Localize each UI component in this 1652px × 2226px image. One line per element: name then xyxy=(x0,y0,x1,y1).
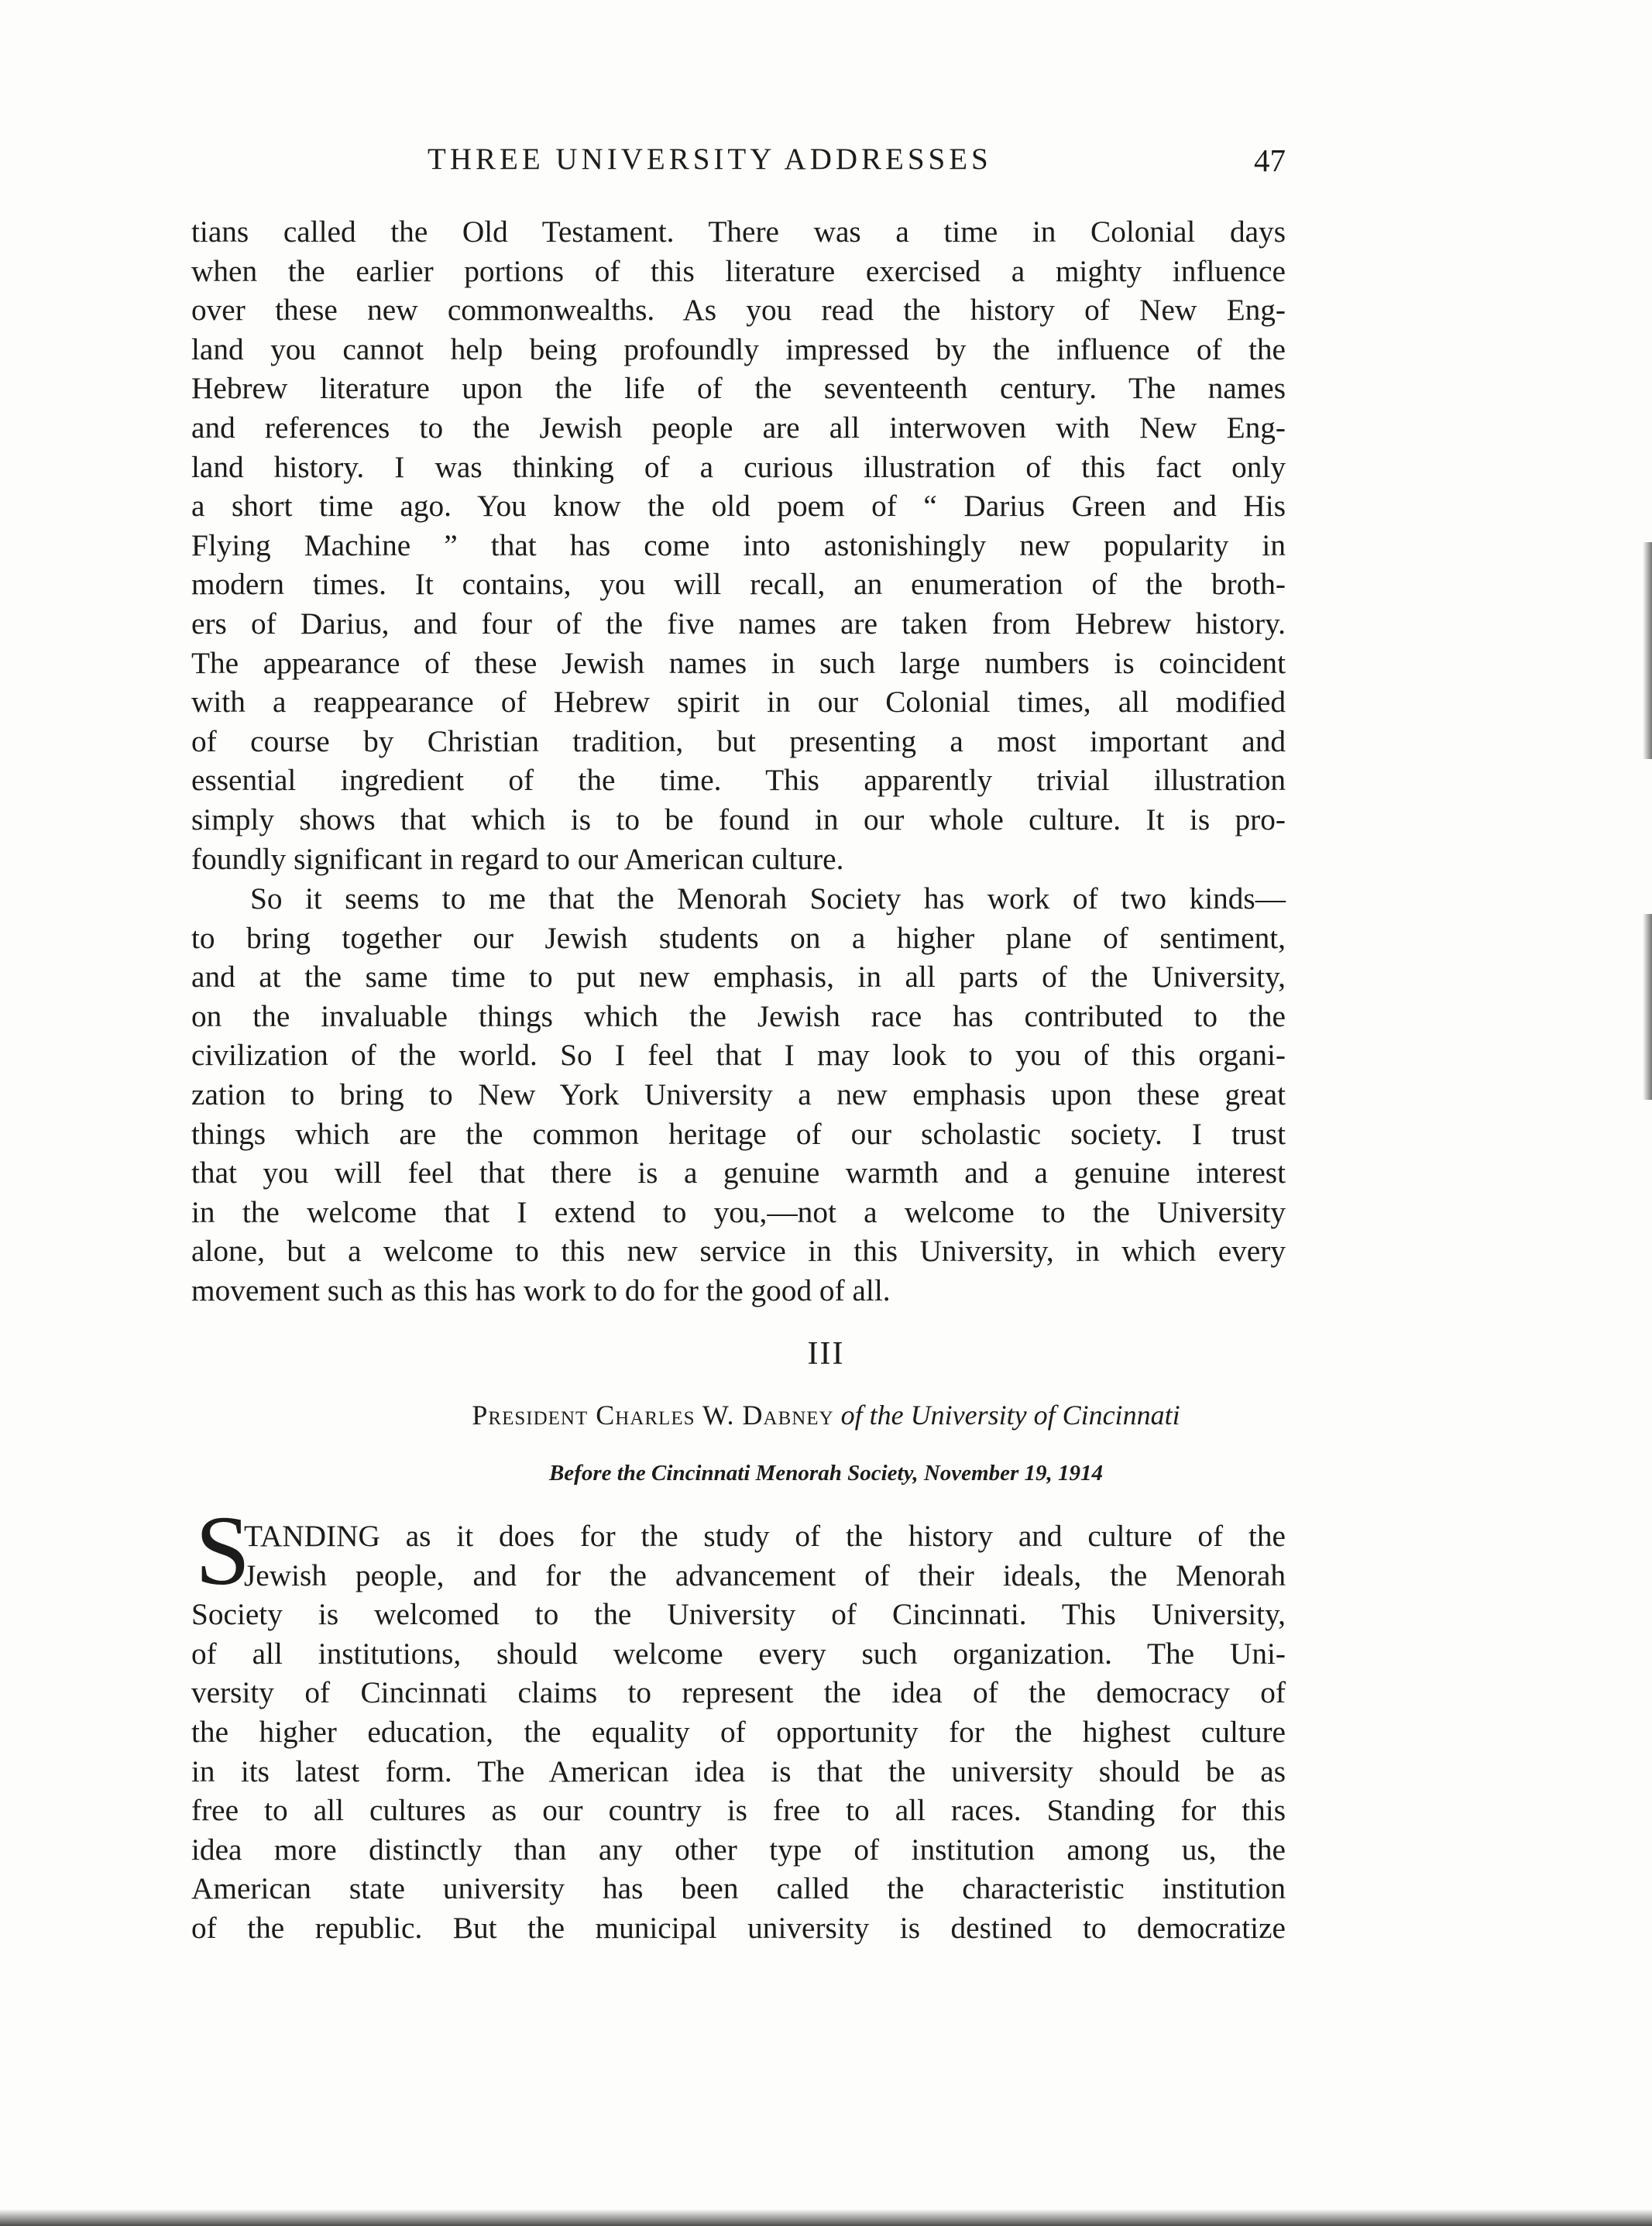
text-line: in its latest form. The American idea is that the university should be as xyxy=(191,1754,1286,1788)
drop-cap: S xyxy=(195,1496,251,1606)
text-line: zation to bring to New York University a new emphasis upon these great xyxy=(191,1077,1286,1111)
text-line: a short time ago. You know the old poem of “ Darius Green and His xyxy=(191,489,1286,524)
text-line: that you will feel that there is a genuine warmth and a genuine interest xyxy=(191,1156,1286,1190)
text-line: and references to the Jewish people are all interwoven with New Eng- xyxy=(191,410,1286,445)
speaker-title: President Charles W. Dabney xyxy=(472,1400,834,1431)
text-line: on the invaluable things which the Jewish race has contributed to the xyxy=(191,998,1286,1033)
scan-edge-shadow xyxy=(1643,542,1652,759)
text-line: Flying Machine ” that has come into astonishingly new popularity in xyxy=(191,527,1286,562)
text-line: of course by Christian tradition, but presenting a most important and xyxy=(191,723,1286,758)
text-line: Society is welcomed to the University of Cincinnati. This University, xyxy=(191,1597,1286,1632)
scan-edge-shadow xyxy=(1643,914,1652,1100)
text-line: civilization of the world. So I feel that I may look to you of this organi- xyxy=(191,1038,1286,1073)
text-line: of the republic. But the municipal university is destined to democratize xyxy=(191,1910,1286,1945)
text-line: and at the same time to put new emphasis, in all parts of the University, xyxy=(191,960,1286,994)
text-line: versity of Cincinnati claims to represent the idea of the democracy of xyxy=(191,1675,1286,1710)
text-line: idea more distinctly than any other type of institution among us, the xyxy=(191,1832,1286,1867)
text-line: simply shows that which is to be found in our whole culture. It is pro- xyxy=(191,802,1286,836)
text-line: American state university has been called the characteristic institution xyxy=(191,1871,1286,1906)
page-header xyxy=(191,142,1286,188)
text-line: land history. I was thinking of a curious illustration of this fact only xyxy=(191,449,1286,484)
running-head: THREE UNIVERSITY ADDRESSES xyxy=(428,143,992,176)
scan-bottom-shadow xyxy=(0,2209,1652,2226)
text-line: essential ingredient of the time. This apparently trivial illustration xyxy=(191,763,1286,798)
paragraph-address xyxy=(191,1517,1286,1948)
text-line: Hebrew literature upon the life of the seventeenth century. The names xyxy=(191,371,1286,406)
text-line: over these new commonwealths. As you read the history of New Eng- xyxy=(191,293,1286,328)
text-line: when the earlier portions of this literature exercised a mighty influence xyxy=(191,253,1286,288)
page-number: 47 xyxy=(1254,143,1286,178)
text-line: ers of Darius, and four of the five names are taken from Hebrew history. xyxy=(191,606,1286,641)
paragraph-continuation xyxy=(191,212,1286,878)
text-line: free to all cultures as our country is free to all races. Standing for this xyxy=(191,1793,1286,1828)
text-line: land you cannot help being profoundly impressed by the influence of the xyxy=(191,331,1286,366)
text-line: movement such as this has work to do for the good of all. xyxy=(191,1273,891,1307)
section-numeral: III xyxy=(807,1336,845,1372)
text-line: modern times. It contains, you will recall, an enumeration of the broth- xyxy=(191,567,1286,602)
text-line: alone, but a welcome to this new service in this University, in which every xyxy=(191,1234,1286,1269)
text-line: foundly significant in regard to our American culture. xyxy=(191,841,844,876)
text-line: with a reappearance of Hebrew spirit in our Colonial times, all modified xyxy=(191,685,1286,720)
speaker-affiliation: of the University of Cincinnati xyxy=(840,1400,1180,1431)
text-line: TANDING as it does for the study of the history and culture of the xyxy=(244,1519,1286,1553)
text-line: So it seems to me that the Menorah Society has work of two kinds— xyxy=(250,881,1286,915)
text-line: tians called the Old Testament. There was a time in Colonial days xyxy=(191,215,1286,249)
text-line: to bring together our Jewish students on a higher plane of sentiment, xyxy=(191,920,1286,955)
text-line: in the welcome that I extend to you,—not a welcome to the University xyxy=(191,1194,1286,1229)
text-line: the higher education, the equality of opportunity for the highest culture xyxy=(191,1714,1286,1749)
text-line: things which are the common heritage of our scholastic society. I trust xyxy=(191,1116,1286,1151)
text-line: Jewish people, and for the advancement of their ideals, the Menorah xyxy=(244,1558,1286,1592)
speaker-attribution xyxy=(0,1399,1652,1431)
text-line: of all institutions, should welcome every such organization. The Uni- xyxy=(191,1636,1286,1671)
text-line: The appearance of these Jewish names in such large numbers is coincident xyxy=(191,645,1286,680)
occasion-line: Before the Cincinnati Menorah Society, November 19, 1914 xyxy=(548,1461,1104,1486)
paragraph-menorah-society xyxy=(191,879,1286,1311)
